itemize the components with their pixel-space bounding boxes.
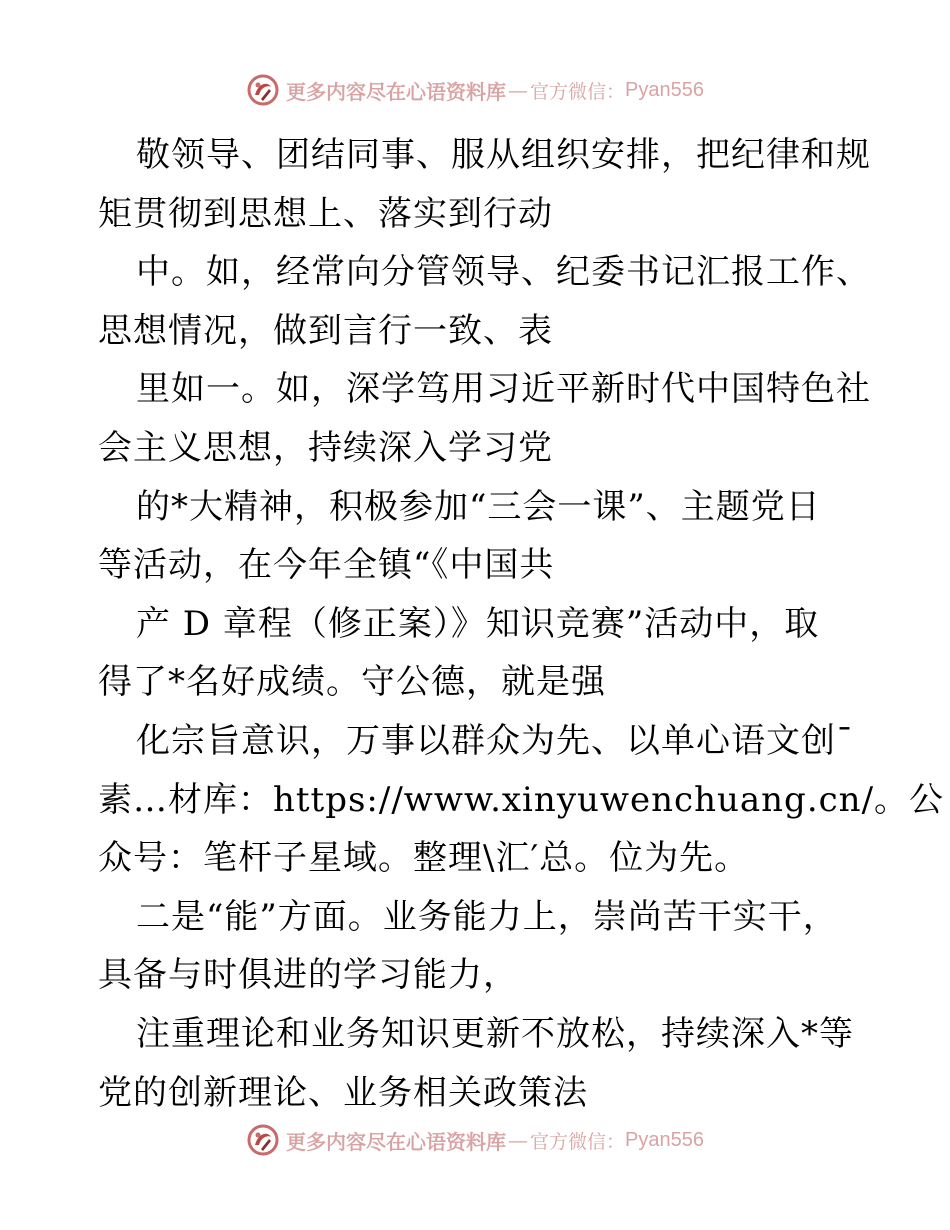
footer-banner [0, 1120, 950, 1160]
body-line: 众号：笔杆子星域。整理\汇′总。位为先。 [98, 838, 750, 879]
body-line: 思想情况，做到言行一致、表 [98, 310, 553, 351]
body-line: 中。如，经常向分管领导、纪委书记汇报工作、 [136, 252, 871, 293]
header-subtitle: 官方微信： [530, 80, 626, 103]
footer-account: Pyan556 [625, 1128, 704, 1151]
body-line: 产 D 章程（修正案）》知识竞赛”活动中，取 [136, 603, 820, 644]
header-account: Pyan556 [625, 78, 704, 101]
footer-title: 更多内容尽在心语资料库 [286, 1129, 506, 1154]
red-swirl-logo-icon [246, 1123, 280, 1157]
body-line: 素…材库：https://www.xinyuwenchuang.cn/。公 [98, 779, 945, 820]
body-line: 具备与时俱进的学习能力， [98, 955, 518, 996]
footer-subtitle: 官方微信： [530, 1130, 626, 1153]
header-banner [0, 70, 950, 110]
body-line: 得了*名好成绩。守公德，就是强 [98, 662, 606, 703]
body-line: 注重理论和业务知识更新不放松，持续深入*等 [136, 1013, 854, 1054]
body-line: 党的创新理论、业务相关政策法 [98, 1072, 588, 1113]
header-title: 更多内容尽在心语资料库 [286, 79, 506, 104]
body-line: 化宗旨意识，万事以群众为先、以单心语文创¯ [136, 720, 854, 761]
body-line: 二是“能”方面。业务能力上，崇尚苦干实干， [136, 896, 838, 937]
body-line: 里如一。如，深学笃用习近平新时代中国特色社 [136, 369, 871, 410]
red-swirl-logo-icon [246, 73, 280, 107]
body-line: 会主义思想，持续深入学习党 [98, 427, 553, 468]
footer-dash: — [508, 1128, 528, 1152]
body-line: 等活动，在今年全镇“《中国共 [98, 545, 555, 586]
document-body [98, 126, 945, 1122]
body-line: 敬领导、团结同事、服从组织安排，把纪律和规 [136, 135, 871, 175]
body-line: 矩贯彻到思想上、落实到行动 [98, 193, 553, 234]
body-line: 的*大精神，积极参加“三会一课”、主题党日 [136, 486, 821, 527]
header-dash: — [508, 78, 528, 102]
